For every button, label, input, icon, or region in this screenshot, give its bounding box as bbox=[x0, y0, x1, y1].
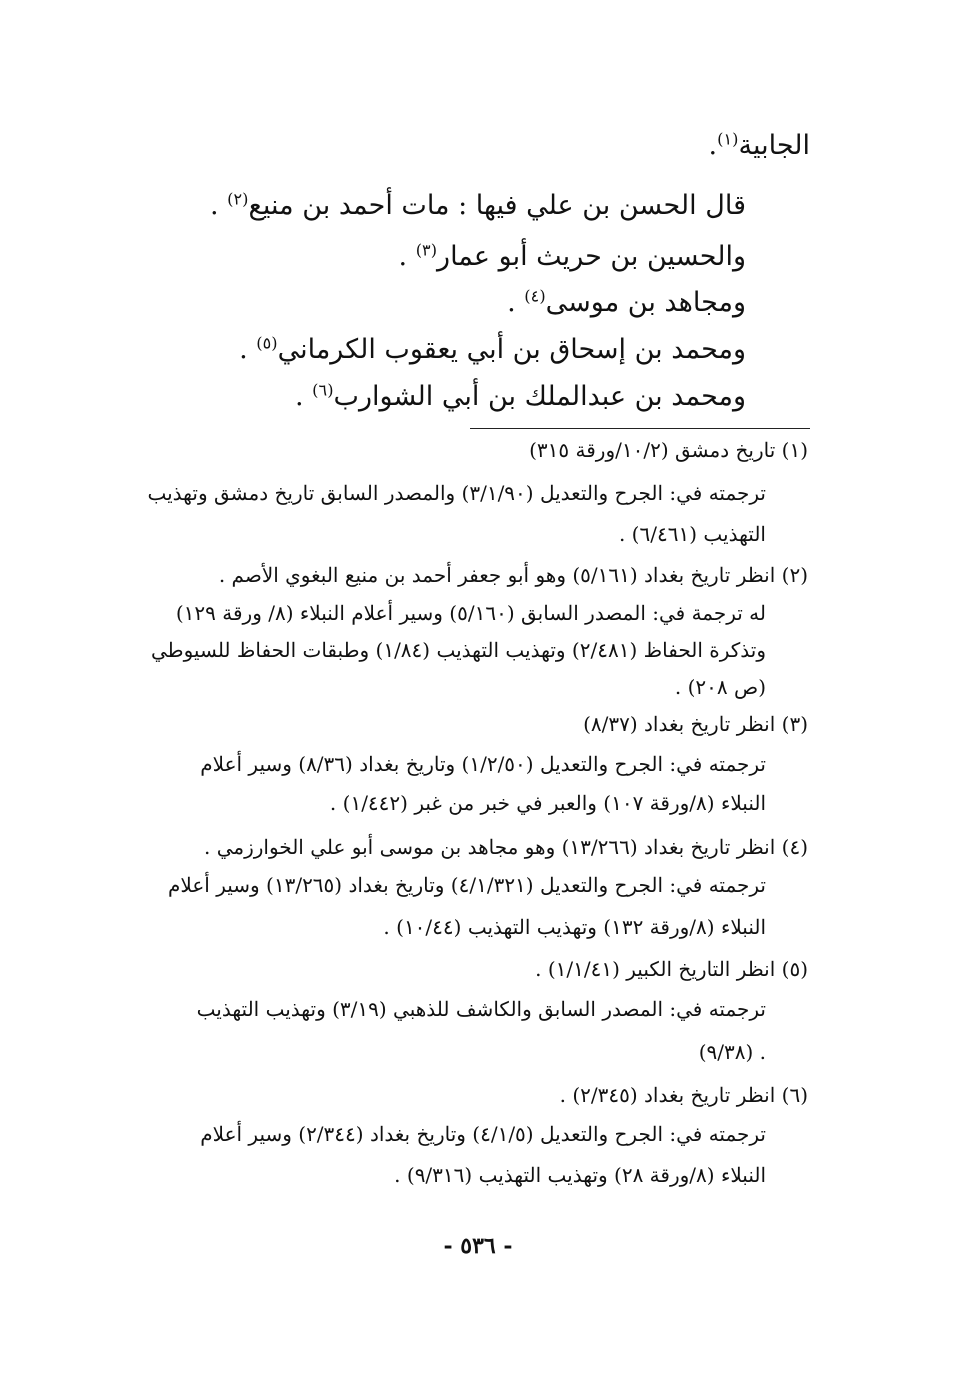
footnote-ref-6[interactable]: (٦) bbox=[312, 380, 334, 400]
footnote-6-body-2: النبلاء (٨/ورقة ٢٨) وتهذيب التهذيب (٩/٣١٦) . bbox=[394, 1163, 766, 1187]
main-line-text: ومحمد بن عبدالملك بن أبي الشوارب bbox=[333, 381, 746, 412]
footnote-2-body-3: (ص ٢٠٨) . bbox=[674, 675, 766, 699]
footnote-separator bbox=[470, 428, 810, 429]
main-line-end: . bbox=[295, 381, 313, 412]
footnote-3-body-1: ترجمته في: الجرح والتعديل (١/٢/٥٠) وتاريخ بغداد (٨/٣٦) وسير أعلام bbox=[200, 752, 766, 776]
footnote-1-body-2: التهذيب (٦/٤٦١) . bbox=[618, 522, 766, 546]
footnote-3-head: (٣) انظر تاريخ بغداد (٨/٣٧) bbox=[583, 712, 808, 736]
main-line-1 bbox=[210, 190, 746, 221]
main-line-2 bbox=[399, 241, 746, 272]
footnote-ref-4[interactable]: (٤) bbox=[524, 286, 546, 306]
footnote-5-head: (٥) انظر التاريخ الكبير (١/١/٤١) . bbox=[535, 957, 808, 981]
main-line-5 bbox=[295, 381, 746, 412]
main-line-end: . bbox=[398, 241, 416, 272]
footnote-5-body-2: (٩/٣٨) . bbox=[698, 1040, 766, 1064]
main-line-3 bbox=[507, 287, 746, 318]
footnote-6-body-1: ترجمته في: الجرح والتعديل (٤/١/٥) وتاريخ بغداد (٢/٣٤٤) وسير أعلام bbox=[200, 1122, 766, 1146]
footnote-3-body-2: النبلاء (٨/ورقة ١٠٧) والعبر في خبر من غبر (١/٤٤٢) . bbox=[329, 791, 766, 815]
footnote-2-body-1: له ترجمة في: المصدر السابق (٥/١٦٠) وسير أعلام النبلاء (٨/ ورقة ١٢٩) bbox=[175, 601, 766, 625]
footnote-4-body-2: النبلاء (٨/ورقة ١٣٢) وتهذيب التهذيب (١٠/٤٤) . bbox=[383, 915, 766, 939]
main-line-text: ومجاهد بن موسى bbox=[545, 287, 746, 318]
footnote-1-head: (١) تاريخ دمشق (١٠/٢/ورقة ٣١٥) bbox=[529, 438, 808, 462]
footnote-ref-2[interactable]: (٢) bbox=[227, 189, 249, 209]
footnote-2-body-2: وتذكرة الحفاظ (٢/٤٨١) وتهذيب التهذيب (١/٨٤) وطبقات الحفاظ للسيوطي bbox=[151, 638, 766, 662]
footnote-4-body-1: ترجمته في: الجرح والتعديل (٤/١/٣٢١) وتاريخ بغداد (١٣/٢٦٥) وسير أعلام bbox=[168, 873, 766, 897]
main-line-text: والحسين بن حريث أبو عمار bbox=[437, 241, 746, 272]
page-number: - ٥٣٦ - bbox=[443, 1233, 513, 1259]
footnote-ref-3[interactable]: (٣) bbox=[415, 240, 438, 260]
main-line-4 bbox=[239, 334, 746, 365]
main-line-text: ومحمد بن إسحاق بن أبي يعقوب الكرماني bbox=[277, 334, 746, 365]
main-line-end: . bbox=[239, 334, 257, 365]
footnote-ref-5[interactable]: (٥) bbox=[256, 333, 278, 353]
header-text: الجابية bbox=[738, 130, 810, 161]
footnote-ref-1[interactable]: (١) bbox=[717, 129, 739, 149]
footnote-1-body-1: ترجمته في: الجرح والتعديل (٣/١/٩٠) والمصدر السابق تاريخ دمشق وتهذيب bbox=[147, 481, 766, 505]
main-line-end: . bbox=[209, 190, 228, 221]
header-end: . bbox=[708, 130, 718, 161]
header-line bbox=[709, 130, 810, 161]
footnote-4-head: (٤) انظر تاريخ بغداد (١٣/٢٦٦) وهو مجاهد بن موسى أبو علي الخوارزمي . bbox=[203, 835, 808, 859]
footnote-2-head: (٢) انظر تاريخ بغداد (٥/١٦١) وهو أبو جعفر أحمد بن منيع البغوي الأصم . bbox=[218, 563, 808, 587]
main-line-text: قال الحسن بن علي فيها : مات أحمد بن منيع bbox=[248, 190, 746, 221]
main-line-end: . bbox=[507, 287, 525, 318]
footnote-5-body-1: ترجمته في: المصدر السابق والكاشف للذهبي (٣/١٩) وتهذيب التهذيب bbox=[196, 997, 766, 1021]
footnote-6-head: (٦) انظر تاريخ بغداد (٢/٣٤٥) . bbox=[559, 1083, 808, 1107]
